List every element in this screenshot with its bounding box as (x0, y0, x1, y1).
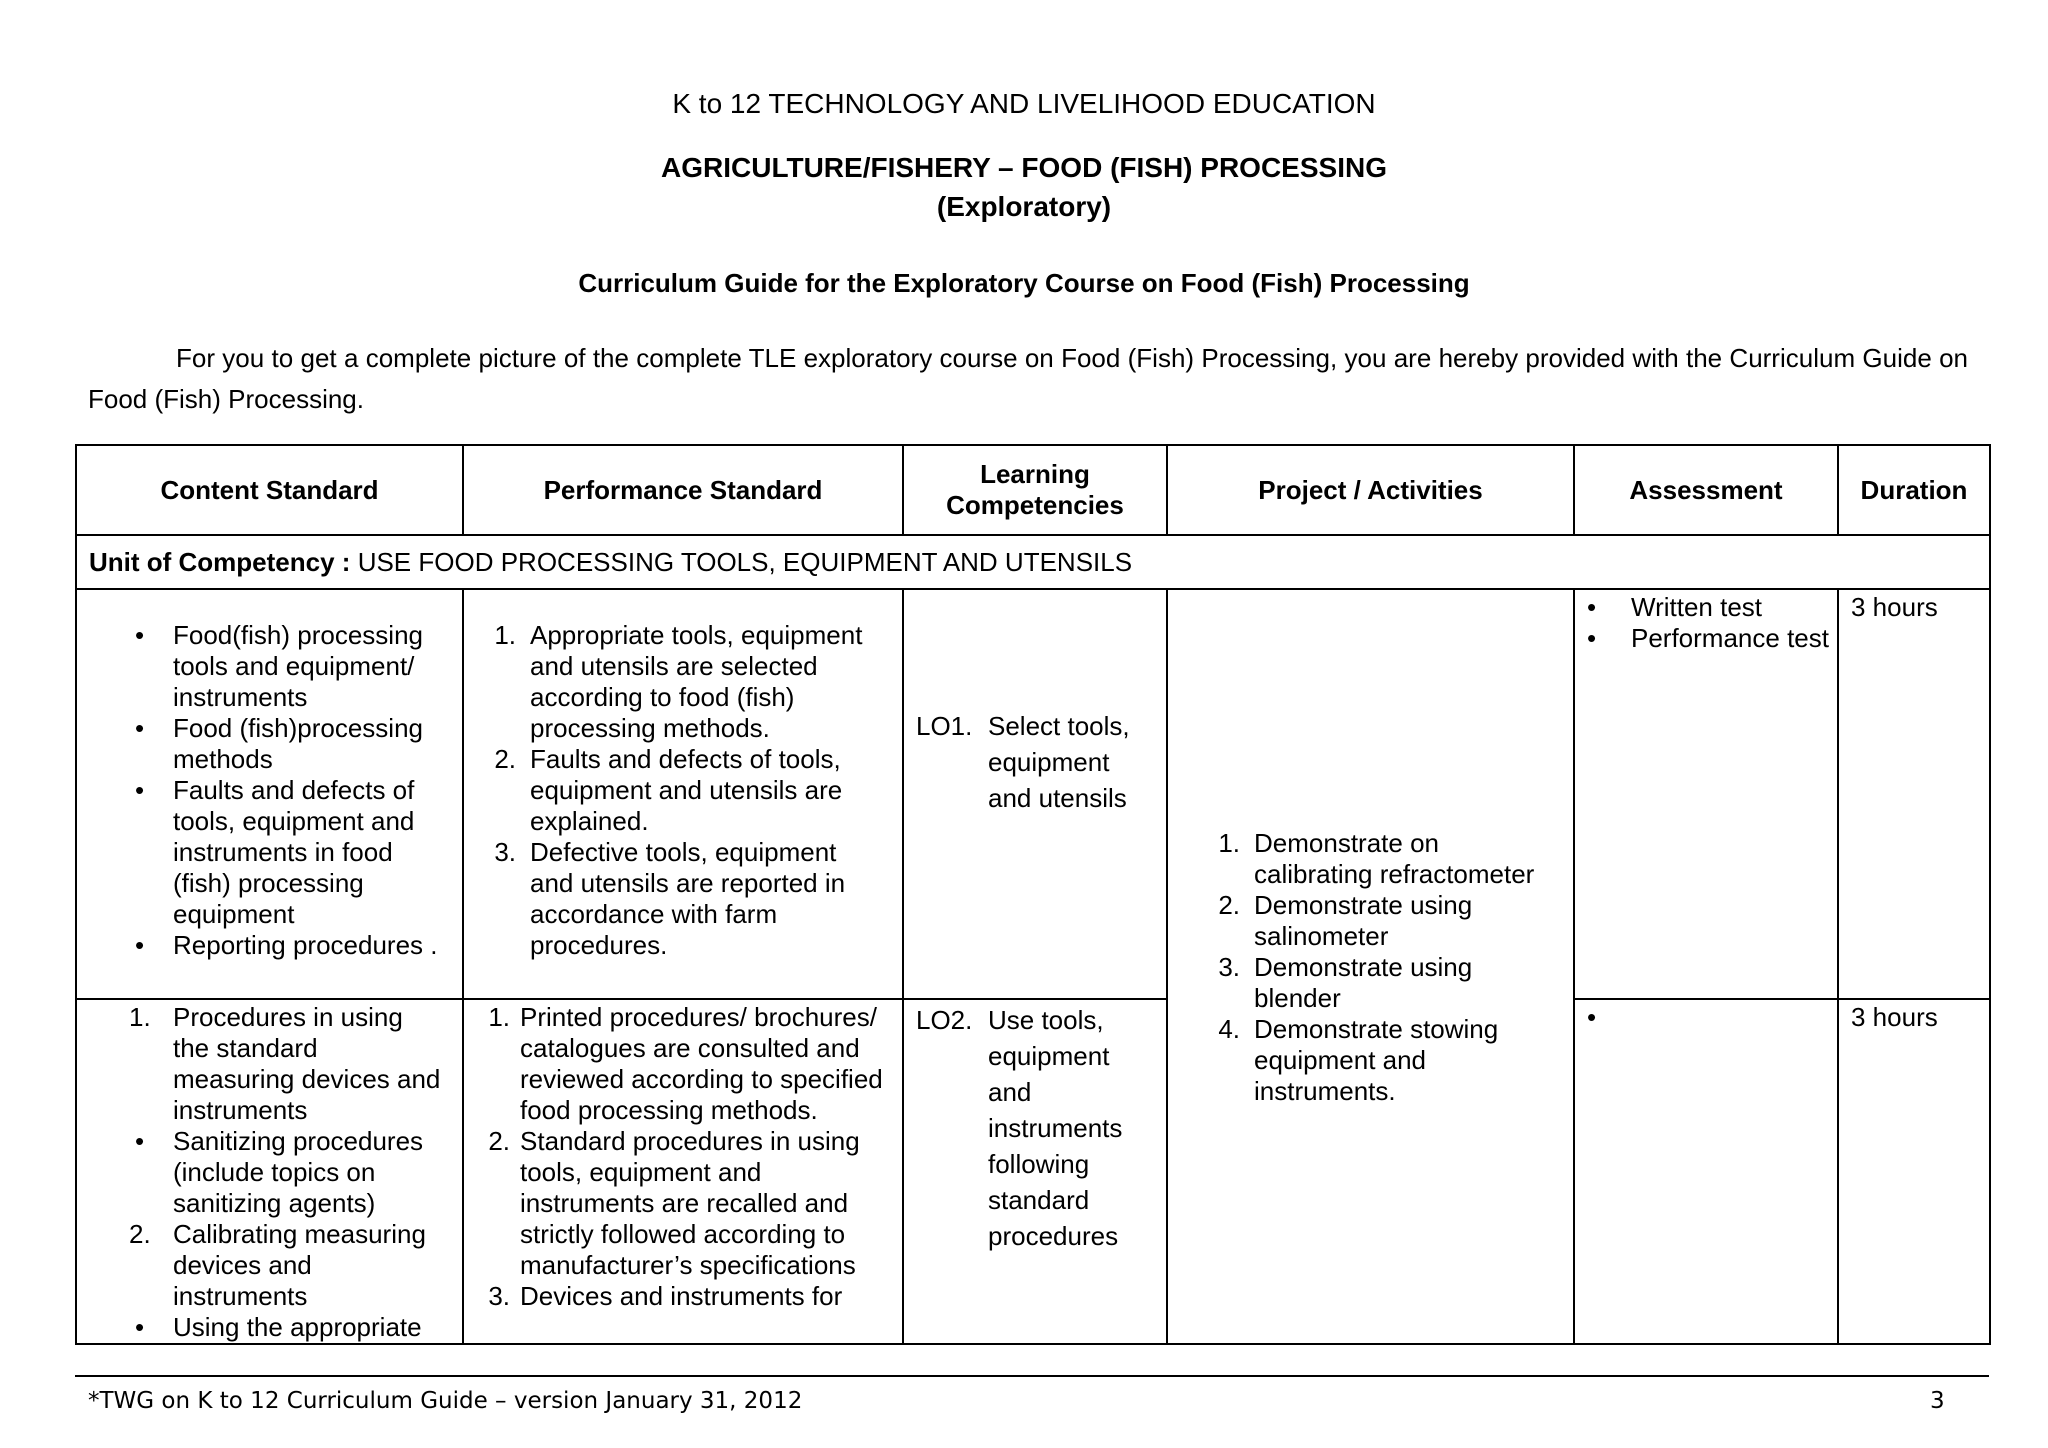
list-item: 2. Demonstrate using salinometer (1218, 890, 1473, 951)
lo-text: Select tools, equipment and utensils (988, 711, 1130, 813)
project-activities-cell (1167, 589, 1574, 1344)
list-item: 1. Procedures in using the standard measuring devices and instruments (129, 1002, 441, 1125)
curriculum-table (75, 444, 1991, 1345)
list-item: • Performance test (1587, 623, 1829, 653)
list-item: • Reporting procedures . (135, 930, 438, 960)
list-item: • (1587, 1002, 1597, 1032)
duration-cell: 3 hours (1838, 589, 1990, 999)
col-header-assessment: Assessment (1574, 445, 1838, 535)
list-item: 3. Demonstrate using blender (1218, 952, 1473, 1013)
list-item: 3. Devices and instruments for (488, 1281, 843, 1311)
col-header-learning-competencies: Learning Competencies (903, 445, 1167, 535)
lo-text: Use tools, equipment and instruments following standard procedures (988, 1005, 1123, 1251)
unit-value: USE FOOD PROCESSING TOOLS, EQUIPMENT AND UTENSILS (357, 546, 1133, 577)
col-header-project-activities: Project / Activities (1167, 445, 1574, 535)
intro-paragraph: For you to get a complete picture of the complete TLE exploratory course on Food (Fish) Processing, you are hereby provided with the Curriculum Guide on Food (Fish) Processing. (88, 343, 1968, 414)
doc-title: K to 12 TECHNOLOGY AND LIVELIHOOD EDUCATION (672, 88, 1376, 119)
col-header-performance-standard: Performance Standard (463, 445, 903, 535)
assessment-cell (1574, 589, 1838, 999)
list-item: • Sanitizing procedures (include topics on sanitizing agents) (135, 1126, 424, 1218)
list-item: • Food(fish) processing tools and equipment/ instruments (135, 620, 423, 712)
performance-standard-cell (463, 999, 903, 1344)
duration-cell: 3 hours (1838, 999, 1990, 1344)
course-title: AGRICULTURE/FISHERY – FOOD (FISH) PROCESSING (661, 152, 1387, 183)
list-item: • Using the appropriate (135, 1312, 422, 1342)
assessment-cell (1574, 999, 1838, 1344)
footer-divider (75, 1375, 1989, 1377)
list-item: 1. Demonstrate on calibrating refractometer (1218, 828, 1535, 889)
guide-title: Curriculum Guide for the Exploratory Course on Food (Fish) Processing (578, 268, 1470, 298)
lo-label: LO1. (916, 711, 973, 741)
course-subtitle: (Exploratory) (936, 191, 1112, 222)
list-item: 2. Calibrating measuring devices and instruments (129, 1219, 426, 1311)
performance-standard-cell (463, 589, 903, 999)
table-row (76, 589, 1990, 999)
content-standard-cell (76, 589, 463, 999)
list-item: • Food (fish)processing methods (135, 713, 423, 774)
table-header-row (76, 445, 1990, 535)
list-item: • Written test (1587, 592, 1763, 622)
list-item: • Faults and defects of tools, equipment and instruments in food (fish) processing equipment (135, 775, 415, 929)
list-item: 1. Printed procedures/ brochures/ catalogues are consulted and reviewed according to specified food processing methods. (488, 1002, 883, 1125)
learning-competency-cell (903, 589, 1167, 999)
page-number: 3 (1930, 1388, 1945, 1414)
learning-competency-cell (903, 999, 1167, 1344)
table-row (76, 999, 1990, 1344)
footer-version: *TWG on K to 12 Curriculum Guide – version January 31, 2012 (88, 1388, 803, 1414)
col-header-content-standard: Content Standard (76, 445, 463, 535)
content-standard-cell (76, 999, 463, 1344)
col-header-duration: Duration (1838, 445, 1990, 535)
unit-row (76, 535, 1990, 589)
list-item: 2. Standard procedures in using tools, equipment and instruments are recalled and strictly followed according to manufacturer’s specifications (488, 1126, 860, 1280)
list-item: 1. Appropriate tools, equipment and utensils are selected according to food (fish) processing methods. (494, 620, 863, 743)
unit-label: Unit of Competency : (89, 546, 351, 577)
list-item: 2. Faults and defects of tools, equipment and utensils are explained. (494, 744, 843, 836)
lo-label: LO2. (916, 1005, 973, 1035)
unit-of-competency (76, 535, 1990, 589)
list-item: 4. Demonstrate stowing equipment and instruments. (1218, 1014, 1499, 1106)
list-item: 3. Defective tools, equipment and utensils are reported in accordance with farm procedures. (494, 837, 846, 960)
